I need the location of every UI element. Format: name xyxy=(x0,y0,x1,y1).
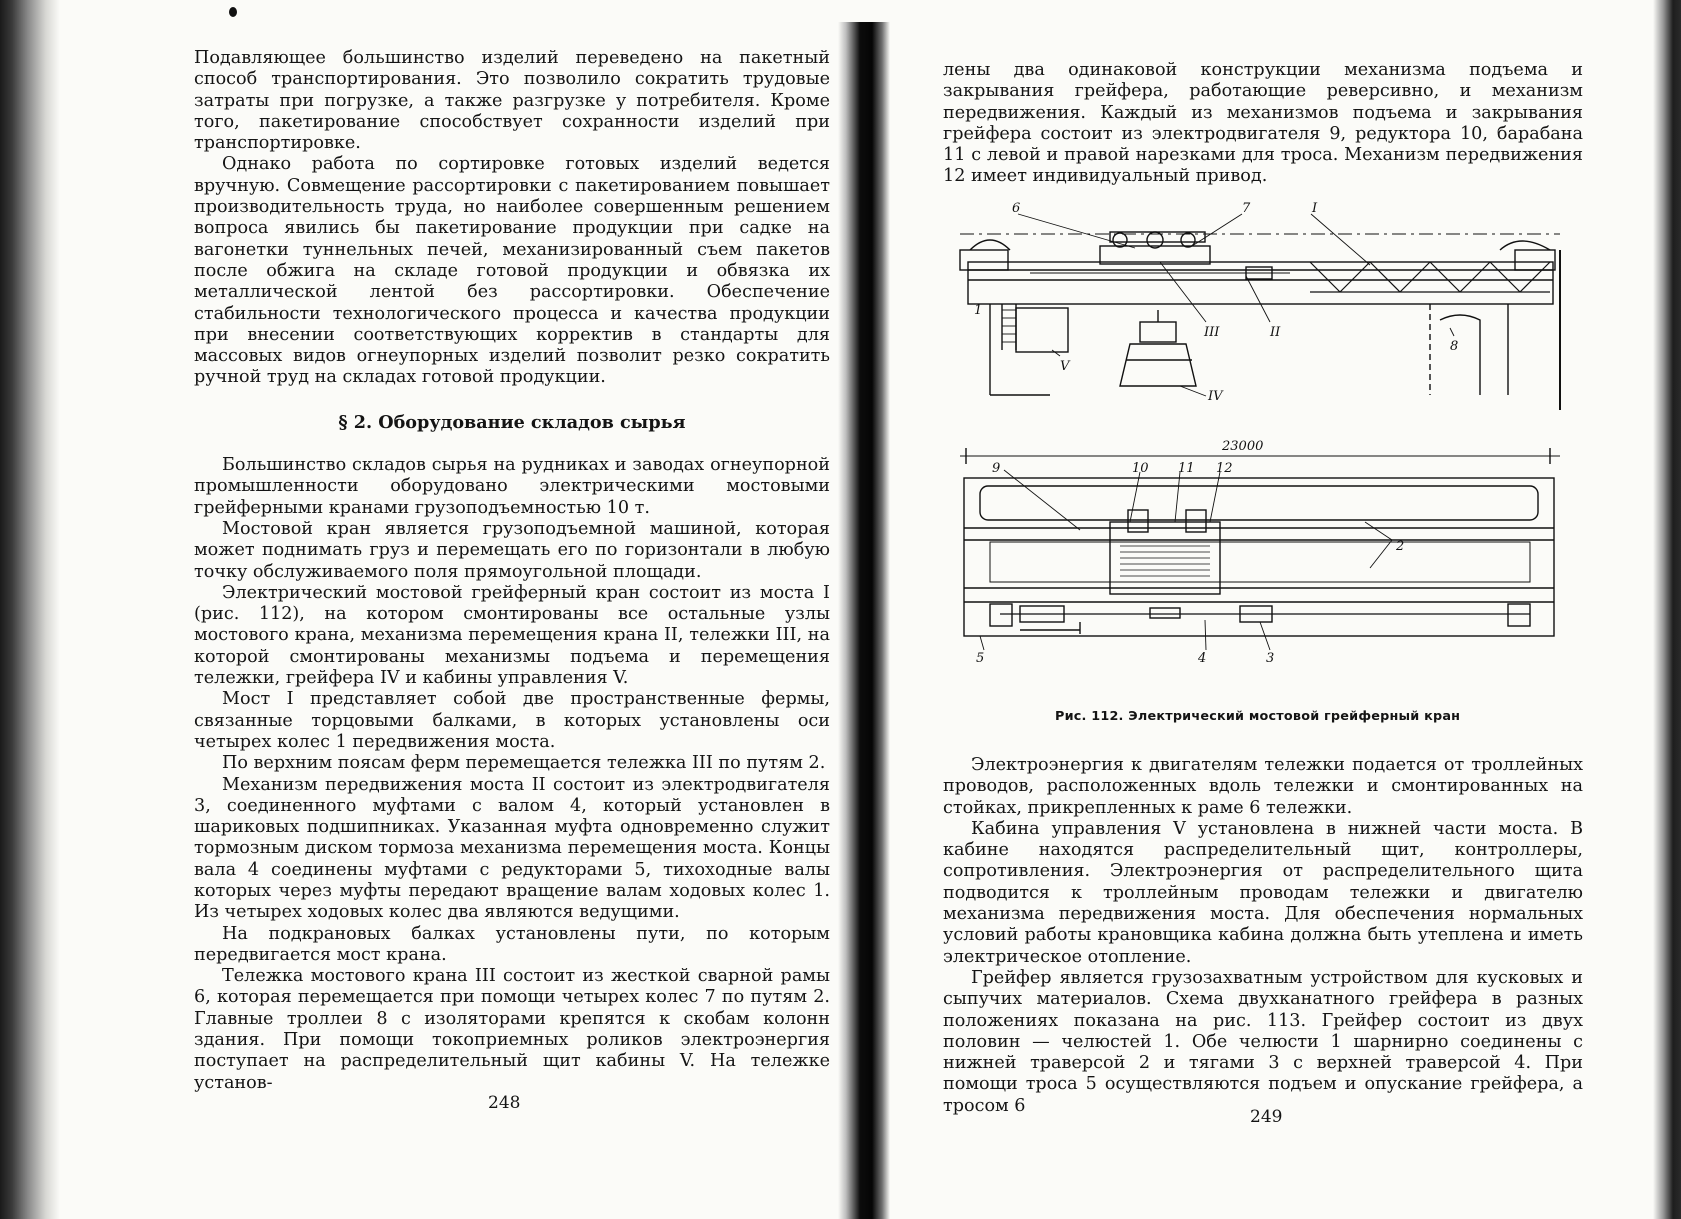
paragraph: Кабина управления V установлена в нижней части моста. В кабине находятся распределительный щит, контроллеры, сопротивления. Электроэнергия от распределительного щита подводится к троллейным проводам тележки и двигателю механизма передвижения моста. Для обеспечения нормальных условий работы крановщика кабина должна быть утеплена и иметь электрическое отопление. xyxy=(943,818,1583,967)
crane-technical-drawing xyxy=(960,201,1600,710)
paragraph: Большинство складов сырья на рудниках и заводах огнеупорной промышленности оборудовано электрическими мостовыми грейферными кранами грузоподъемностью 10 т. xyxy=(194,455,830,518)
figure-label: 8 xyxy=(1450,339,1459,354)
scan-binding-shadow-right xyxy=(1653,0,1681,1219)
figure-label: 7 xyxy=(1242,201,1251,216)
figure-label: 3 xyxy=(1266,651,1275,666)
scan-binding-shadow-left xyxy=(0,0,60,1219)
figure-crane-drawing xyxy=(960,201,1600,730)
text-after-figure xyxy=(943,755,1583,1117)
figure-caption: Рис. 112. Электрический мостовой грейферный кран xyxy=(1055,709,1461,724)
paragraph: Мостовой кран является грузоподъемной машиной, которая может поднимать груз и перемещать его по горизонтали в любую точку обслуживаемого поля прямоугольной площади. xyxy=(194,518,830,582)
figure-label: IV xyxy=(1208,389,1223,404)
figure-label: 9 xyxy=(992,461,1001,476)
paragraph: Электрический мостовой грейферный кран состоит из моста I (рис. 112), на котором смонтированы все остальные узлы мостового крана, механизма перемещения крана II, тележки III, на которой смонтированы механизмы подъема и перемещения тележки, грейфера IV и кабины управления V. xyxy=(194,582,830,689)
figure-label: 2 xyxy=(1396,539,1405,554)
figure-label: 1 xyxy=(974,303,983,318)
figure-label: II xyxy=(1270,325,1281,340)
figure-label: 5 xyxy=(976,651,985,666)
paragraph: Механизм передвижения моста II состоит из электродвигателя 3, соединенного муфтами с валом 4, который установлен в шариковых подшипниках. Указанная муфта одновременно служит тормозным диском тормоза механизма перемещения моста. Концы вала 4 соединены муфтами с редукторами 5, тихоходные валы которых через муфты передают вращение валам ходовых колес 1. Из четырех ходовых колес два являются ведущими. xyxy=(194,774,830,923)
figure-label: 11 xyxy=(1178,461,1195,476)
figure-label: 12 xyxy=(1216,461,1233,476)
figure-label: I xyxy=(1312,201,1318,216)
paragraph: Подавляющее большинство изделий переведено на пакетный способ транспортирования. Это позволило сократить трудовые затраты при погрузке, а также разгрузке у потребителя. Кроме того, пакетирование способствует сохранности изделий при транспортировке. xyxy=(194,48,830,154)
scan-speck xyxy=(229,7,237,17)
paragraph: Электроэнергия к двигателям тележки подается от троллейных проводов, расположенных вдоль тележки и смонтированных на стойках, прикрепленных к раме 6 тележки. xyxy=(943,755,1583,818)
book-gutter-shadow xyxy=(838,22,890,1219)
page-number-left: 248 xyxy=(488,1093,521,1113)
paragraph: Грейфер является грузозахватным устройством для кусковых и сыпучих материалов. Схема двухканатного грейфера в разных положениях показана на рис. 113. Грейфер состоит из двух половин — челюстей 1. Обе челюсти 1 шарнирно соединены с нижней траверсой 2 и тягами 3 с верхней траверсой 4. При помощи троса 5 осуществляются подъем и опускание грейфера, а тросом 6 xyxy=(943,967,1583,1116)
figure-label: 10 xyxy=(1132,461,1149,476)
page-number-right: 249 xyxy=(1250,1107,1283,1127)
figure-label: V xyxy=(1060,359,1070,374)
figure-label: 6 xyxy=(1012,201,1021,216)
paragraph: Тележка мостового крана III состоит из жесткой сварной рамы 6, которая перемещается при помощи четырех колес 7 по путям 2. Главные троллеи 8 с изоляторами крепятся к скобам колонн здания. При помощи токоприемных роликов электроэнергия поступает на распределительный щит кабины V. На тележке установ- xyxy=(194,966,830,1093)
figure-label: III xyxy=(1204,325,1220,340)
dimension-label: 23000 xyxy=(1222,439,1264,454)
paragraph: лены два одинаковой конструкции механизма подъема и закрывания грейфера, работающие реверсивно, и механизм передвижения. Каждый из механизмов подъема и закрывания грейфера состоит из электродвигателя 9, редуктора 10, барабана 11 с левой и правой нарезками для троса. Механизм передвижения 12 имеет индивидуальный привод. xyxy=(943,60,1583,187)
paragraph: На подкрановых балках установлены пути, по которым передвигается мост крана. xyxy=(194,923,830,965)
left-page xyxy=(194,48,830,1094)
figure-label: 4 xyxy=(1198,651,1207,666)
paragraph: Мост I представляет собой две пространственные фермы, связанные торцовыми балками, в которых установлены оси четырех колес 1 передвижения моста. xyxy=(194,689,830,752)
paragraph: Однако работа по сортировке готовых изделий ведется вручную. Совмещение рассортировки с пакетированием повышает производительность труда, но наиболее совершенным решением вопроса явились бы пакетирование продукции при садке на вагонетки туннельных печей, механизированный съем пакетов после обжига на складе готовой продукции и обвязка их металлической лентой без рассортировки. Обеспечение стабильности технологического процесса и качества продукции при внесении соответствующих корректив в стандарты для массовых видов огнеупорных изделий позволит резко сократить ручной труд на складах готовой продукции. xyxy=(194,154,830,388)
section-heading: § 2. Оборудование складов сырья xyxy=(338,411,686,433)
paragraph: По верхним поясам ферм перемещается тележка III по путям 2. xyxy=(222,753,826,774)
